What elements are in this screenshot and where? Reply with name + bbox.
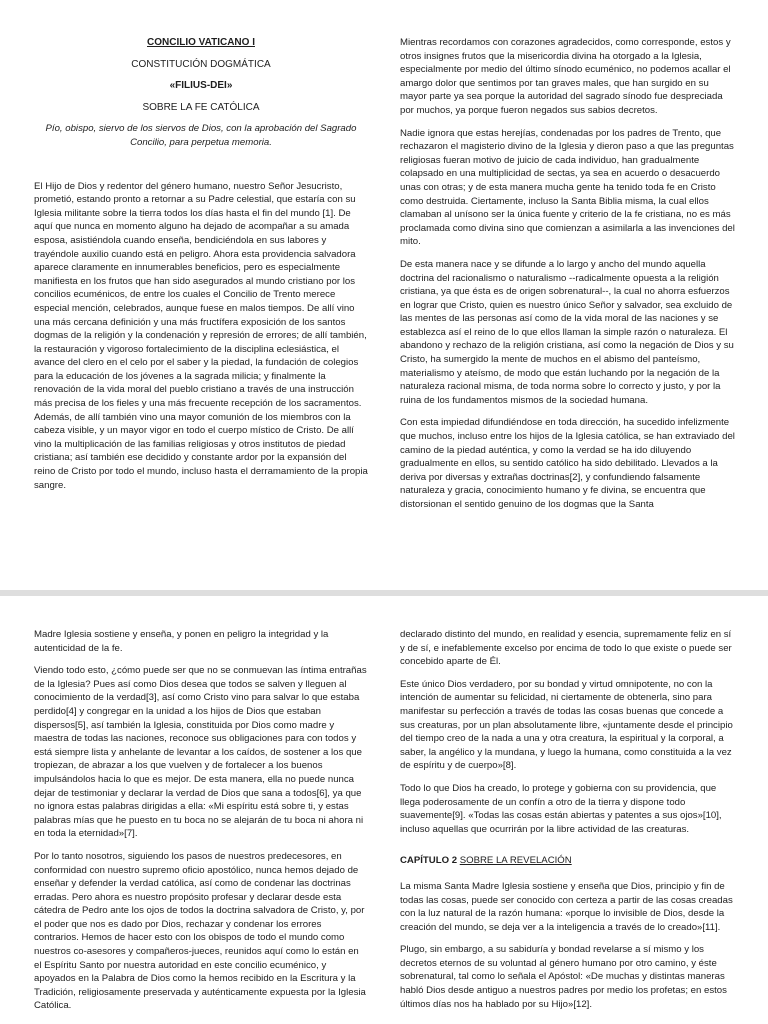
- paragraph: Nadie ignora que estas herejías, condenadas por los padres de Trento, que rechazaron el magisterio divino de la Iglesia y dieron paso a que las preguntas religiosas fueran motivo de juicio de cada individuo, han gradualmente colapsado en una multiplicidad de sectas, ya sea en acuerdo o desacuerdo unas con otras; y de esta manera mucha gente ha tenido toda fe en Cristo como destruida. Ciertamente, incluso la Santa Biblia misma, la cual ellos clamaban al unísono ser la única fuente y criterio de la fe cristiana, no es más proclamada como divina sino que comienzan a asimilarla a las invenciones del mito.: [400, 127, 735, 248]
- paragraph: Por lo tanto nosotros, siguiendo los pasos de nuestros predecesores, en conformidad con nuestro supremo oficio apostólico, nunca hemos dejado de enseñar y defender la verdad católica, así como de condenar las doctrinas erradas. Pero ahora es nuestro propósito profesar y declarar desde esta cátedra de Pedro ante los ojos de todos la doctrina salvadora de Cristo, y, por el poder que nos es dado por Dios, rechazar y condenar los errores contrarios. Hemos de hacer esto con los obispos de todo el mundo como nuestros co-asesores y compañeros-jueces, reunidos aquí como lo están en el Espíritu Santo por nuestra autoridad en este concilio ecuménico, y apoyados en la Palabra de Dios como la hemos recibido en la Escritura y la Tradición, religiosamente preservada y auténticamente expuesta por la Iglesia Católica.: [34, 850, 366, 1012]
- document-name: «FILIUS-DEI»: [169, 80, 233, 92]
- page2-left-column: [34, 628, 368, 1013]
- page1-right-column: [400, 36, 736, 512]
- paragraph: Mientras recordamos con corazones agradecidos, como corresponde, estos y otros insignes frutos que la misericordia divina ha otorgado a la Iglesia, especialmente por medio del último sínodo ecuménico, no podemos acallar el amargo dolor que sentimos por tan graves males, que han surgido en su mayor parte ya sea porque la autoridad del sagrado sínodo fue despreciada por muchos, ya porque fueron negados sus sabios decretos.: [400, 37, 731, 116]
- paragraph: Todo lo que Dios ha creado, lo protege y gobierna con su providencia, que llega poderosamente de un confín a otro de la tierra y dispone todo suavemente[9]. «Todas las cosas están abiertas y patentes a sus ojos»[10], incluso aquellas que ocurrirán por la libre actividad de las creaturas.: [400, 782, 722, 835]
- paragraph: La misma Santa Madre Iglesia sostiene y enseña que Dios, principio y fin de todas las cosas, puede ser conocido con certeza a partir de las cosas creadas con la luz natural de la razón humana: «porque lo invisible de Dios, desde la creación del mundo, se deja ver a la inteligencia a través de lo creado»[11].: [400, 880, 733, 933]
- paragraph: De esta manera nace y se difunde a lo largo y ancho del mundo aquella doctrina del racionalismo o naturalismo --radicalmente opuesta a la religión cristiana, ya que ésta es de origen sobrenatural--, la cual no ahorra esfuerzos en lograr que Cristo, quien es nuestro único Señor y salvador, sea excluido de las mentes de las personas así como de la vida moral de las naciones y se establezca así el reino de lo que ellos llaman la simple razón o naturaleza. El abandono y rechazo de la religión cristiana, así como la negación de Dios y su Cristo, ha sumergido la mente de muchos en el abismo del panteísmo, materialismo y ateísmo, de modo que están luchando por la negación de la naturaleza racional misma, de toda norma sobre lo correcto y justo, y por la ruina de los fundamentos mismos de la sociedad humana.: [400, 258, 734, 406]
- paragraph: Este único Dios verdadero, por su bondad y virtud omnipotente, no con la intención de aumentar su felicidad, ni ciertamente de obtenerla, sino para manifestar su perfección a través de todas las cosas buenas que concede a sus creaturas, por un plan absolutamente libre, «juntamente desde el principio del tiempo creo de la nada a una y otra creatura, la espiritual y la corporal, a saber, la angélico y la mundana, y luego la humana, como constituida a la vez de espíritu y de cuerpo»[8].: [400, 678, 733, 772]
- document-title: CONCILIO VATICANO I: [147, 37, 255, 48]
- document-subtitle: CONSTITUCIÓN DOGMÁTICA: [131, 58, 271, 70]
- chapter-title: SOBRE LA REVELACIÓN: [459, 855, 572, 867]
- paragraph: declarado distinto del mundo, en realidad y esencia, supremamente feliz en sí y de sí, e inefablemente excelso por encima de todo lo que existe o puede ser concebido aparte de Él.: [400, 629, 732, 668]
- page1-left-column: [34, 36, 368, 501]
- chapter-heading: [400, 854, 736, 868]
- document-intro: Pío, obispo, siervo de los siervos de Dios, con la aprobación del Sagrado Concilio, para perpetua memoria.: [45, 123, 357, 148]
- paragraph: Viendo todo esto, ¿cómo puede ser que no se conmuevan las íntima entrañas de la Iglesia? Pues así como Dios desea que todos se salven y lleguen al conocimiento de la verdad[3], así como Cristo vino para salvar lo que estaba perdido[4] y congregar en la unidad a los hijos de Dios que estaban dispersos[5], así también la Iglesia, constituida por Dios como madre y maestra de todas las naciones, reconoce sus obligaciones para con todos y está siempre lista y anhelante de levantar a los caídos, de sostener a los que tropiezan, de abrazar a los que vuelven y de fortalecer a los buenos impulsándolos hacia lo que es mejor. De esta manera, ella no puede nunca dejar de testimoniar y declarar la verdad de Dios que sana a todos[6], ya que no ignora estas palabras dirigidas a ella: «Mi espíritu está sobre ti, y estas palabras mías que he puesto en tu boca no se alejarán de tu boca ni ahora ni en toda la eternidad»[7].: [34, 665, 367, 840]
- chapter-label: CAPÍTULO 2: [400, 855, 458, 867]
- document-heading: SOBRE LA FE CATÓLICA: [142, 101, 260, 113]
- paragraph: Con esta impiedad difundiéndose en toda dirección, ha sucedido infelizmente que muchos, incluso entre los hijos de la Iglesia católica, se han extraviado del camino de la piedad auténtica, y como la verdad se ha ido diluyendo gradualmente en ellos, su sentido católico ha sido debilitado. Llevados a la deriva por diversas y extrañas doctrinas[2], y confundiendo falsamente naturaleza y gracia, conocimiento humano y fe divina, se encuentra que distorsionan el sentido genuino de los dogmas que la Santa: [400, 417, 735, 510]
- paragraph: Plugo, sin embargo, a su sabiduría y bondad revelarse a sí mismo y los decretos eternos de su voluntad al género humano por otro camino, y éste sobrenatural, tal como lo señala el Apóstol: «De muchas y distintas maneras habló Dios desde antiguo a nuestros padres por medio los profetas; en estos últimos días nos ha hablado por su Hijo»[12].: [400, 944, 727, 1010]
- page2-right-column: [400, 628, 736, 1011]
- document-page-2: [0, 596, 768, 1024]
- paragraph: Madre Iglesia sostiene y enseña, y ponen en peligro la integridad y la autenticidad de la fe.: [34, 629, 329, 654]
- paragraph: El Hijo de Dios y redentor del género humano, nuestro Señor Jesucristo, prometió, estando pronto a retornar a su Padre celestial, que estaría con su Iglesia militante sobre la tierra todos los días hasta el fin del mundo [1]. De aquí que nunca en momento alguno ha dejado de acompañar a su amada esposa, asistiéndola cuando enseña, bendiciéndola en sus labores y trayéndole auxilio cuando está en peligro. Ahora esta providencia salvadora aparece claramente en innumerables beneficios, pero es especialmente manifiesta en los frutos que han sido asegurados al mundo cristiano por los concilios ecuménicos, de entre los cuales el Concilio de Trento merece especial mención, celebrados, aunque fuese en malos tiempos. De allí vino una más cercana definición y una más fructífera exposición de los santos dogmas de la religión y la condenación y represión de errores; de allí también, la restauración y vigoroso fortalecimiento de la disciplina eclesiástica, el avance del clero en el celo por el saber y la piedad, la fundación de colegios para la educación de los jóvenes a la sagrada milicia; y finalmente la renovación de la vida moral del pueblo cristiano a través de una instrucción más precisa de los fieles y una más frecuente recepción de los sacramentos. Además, de allí también vino una mayor comunión de los miembros con la cabeza visible, y un mayor vigor en todo el cuerpo místico de Cristo. De allí vino la multiplicación de las familias religiosas y otros institutos de piedad cristiana; así también ese decidido y constante ardor por la expansión del reino de Cristo por todo el mundo, incluso hasta el derramamiento de la propia sangre.: [34, 180, 368, 491]
